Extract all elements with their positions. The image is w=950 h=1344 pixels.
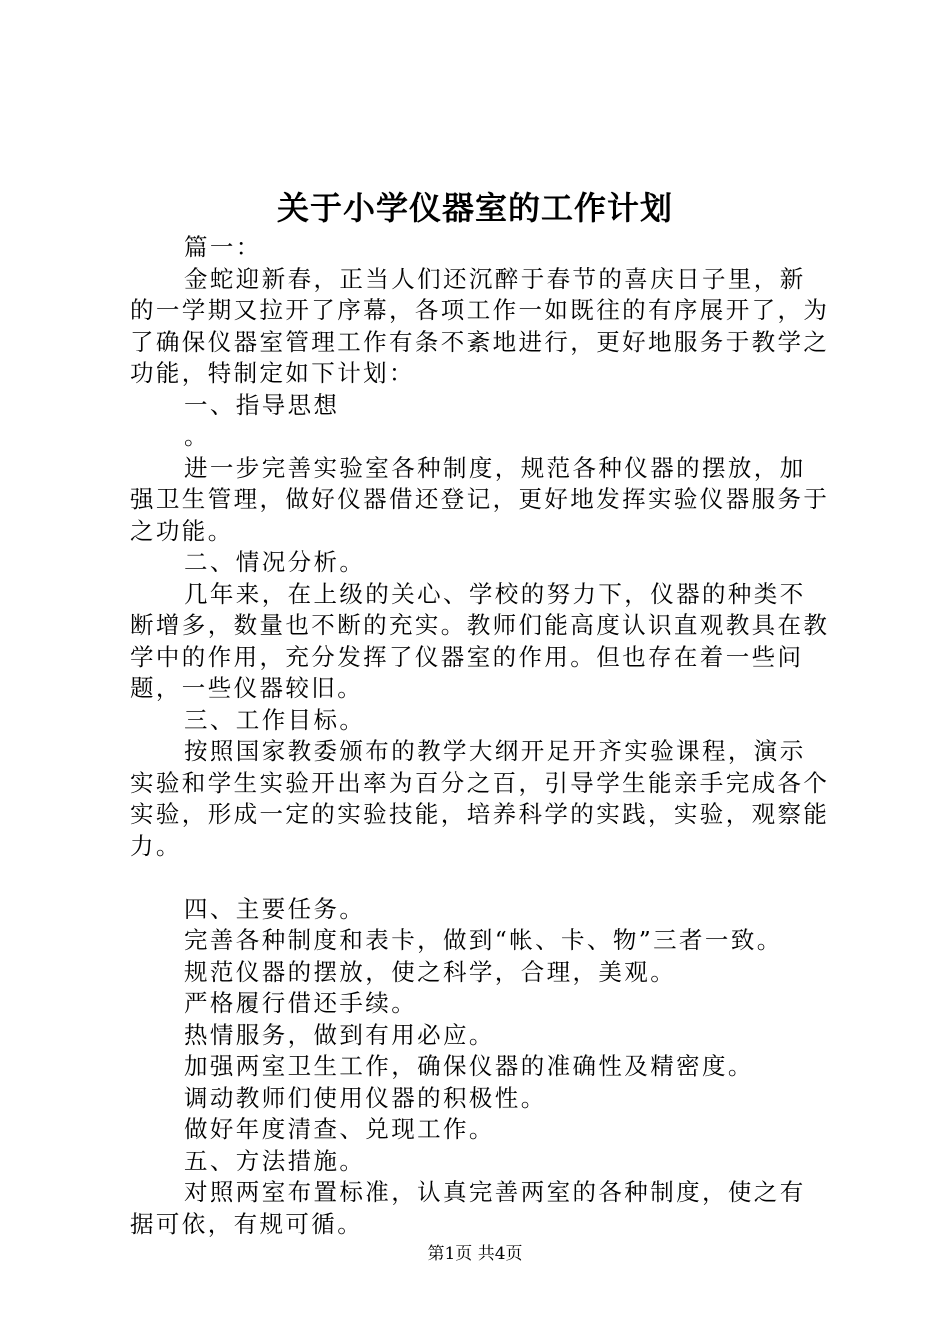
document-body — [130, 232, 830, 1240]
task-item: 热情服务，做到有用必应。 — [184, 1020, 495, 1049]
guiding-ideology-paragraph: 进一步完善实验室各种制度，规范各种仪器的摆放，加强卫生管理，做好仪器借还登记，更好地发挥实验仪器服务于之功能。 — [130, 453, 830, 545]
task-item: 严格履行借还手续。 — [184, 989, 418, 1017]
heading-methods-measures: 五、方法措施。 — [184, 1146, 366, 1175]
stray-punctuation-line: 。 — [184, 422, 210, 450]
heading-main-tasks: 四、主要任务。 — [184, 894, 366, 923]
document-title: 关于小学仪器室的工作计划 — [276, 189, 673, 227]
paragraph-spacer — [130, 862, 830, 894]
situation-analysis-paragraph: 几年来，在上级的关心、学校的努力下，仪器的种类不断增多，数量也不断的充实。教师们能高度认识直观教具在教学中的作用，充分发挥了仪器室的作用。但也存在着一些问题，一些仪器较旧。 — [130, 579, 830, 702]
task-item: 加强两室卫生工作，确保仪器的准确性及精密度。 — [184, 1052, 754, 1080]
intro-paragraph: 金蛇迎新春，正当人们还沉醉于春节的喜庆日子里，新的一学期又拉开了序幕，各项工作一如既往的有序展开了，为了确保仪器室管理工作有条不紊地进行，更好地服务于教学之功能，特制定如下计划： — [130, 264, 830, 387]
task-item: 调动教师们使用仪器的积极性。 — [184, 1083, 547, 1112]
task-item: 做好年度清查、兑现工作。 — [184, 1115, 495, 1143]
heading-guiding-ideology: 一、指导思想 — [184, 390, 340, 419]
work-goals-paragraph: 按照国家教委颁布的教学大纲开足开齐实验课程，演示实验和学生实验开出率为百分之百，引导学生能亲手完成各个实验，形成一定的实验技能，培养科学的实践，实验，观察能力。 — [130, 737, 830, 860]
task-item: 完善各种制度和表卡，做到“帐、卡、物”三者一致。 — [184, 926, 783, 954]
page-footer: 第1页 共4页 — [427, 1244, 523, 1264]
heading-work-goals: 三、工作目标。 — [184, 705, 366, 734]
methods-measures-paragraph: 对照两室布置标准，认真完善两室的各种制度，使之有据可依，有规可循。 — [130, 1178, 806, 1238]
section-label-part-one: 篇一： — [184, 233, 262, 261]
task-item: 规范仪器的摆放，使之科学，合理，美观。 — [184, 957, 677, 986]
heading-situation-analysis: 二、情况分析。 — [184, 548, 366, 576]
